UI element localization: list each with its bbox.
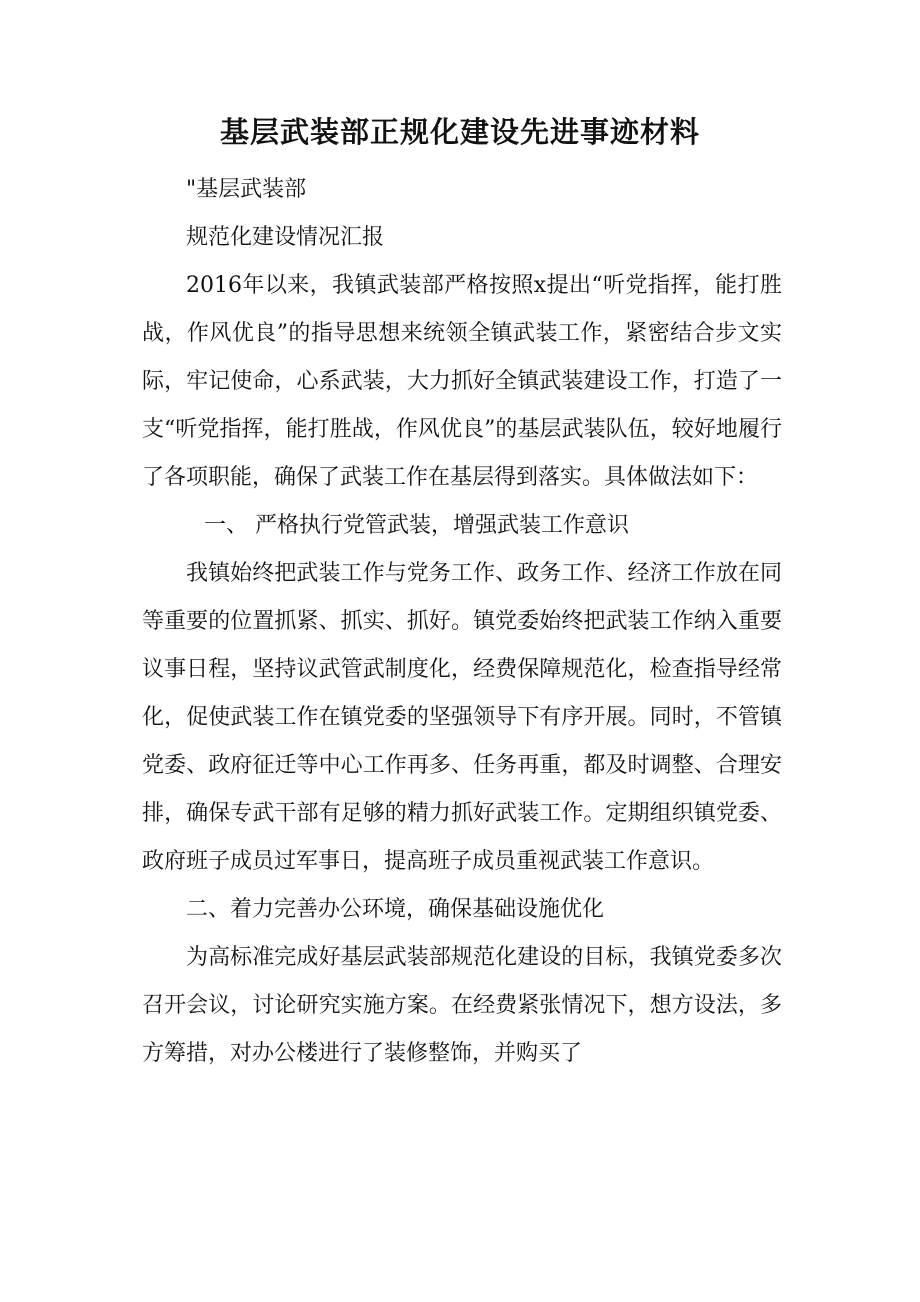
lead-line-1: "基层武装部: [186, 177, 307, 202]
section-heading-1: 一、 严格执行党管武装，增强武装工作意识: [204, 513, 629, 538]
paragraph-section-2: 为高标准完成好基层武装部规范化建设的目标，我镇党委多次召开会议，讨论研究实施方案。在经费紧张情况下，想方设法，多方筹措，对办公楼进行了装修整饰，并购买了: [142, 945, 782, 1066]
document-title: 基层武装部正规化建设先进事迹材料: [219, 115, 700, 149]
paragraph-intro: 2016年以来，我镇武装部严格按照x提出“听党指挥，能打胜战，作风优良”的指导思想来统领全镇武装工作，紧密结合步文实际，牢记使命，心系武装，大力抓好全镇武装建设工作，打造了一支“听党指挥，能打胜战，作风优良”的基层武装队伍，较好地履行了各项职能，确保了武装工作在基层得到落实。具体做法如下：: [142, 273, 782, 490]
document-body: [142, 166, 782, 1078]
lead-line-2: 规范化建设情况汇报: [186, 225, 385, 250]
paragraph-section-1: 我镇始终把武装工作与党务工作、政务工作、经济工作放在同等重要的位置抓紧、抓实、抓好。镇党委始终把武装工作纳入重要议事日程，坚持议武管武制度化，经费保障规范化，检查指导经常化，促使武装工作在镇党委的坚强领导下有序开展。同时，不管镇党委、政府征迁等中心工作再多、任务再重，都及时调整、合理安排，确保专武干部有足够的精力抓好武装工作。定期组织镇党委、政府班子成员过军事日，提高班子成员重视武装工作意识。: [142, 561, 782, 874]
section-heading-2: 二、着力完善办公环境，确保基础设施优化: [186, 897, 605, 922]
